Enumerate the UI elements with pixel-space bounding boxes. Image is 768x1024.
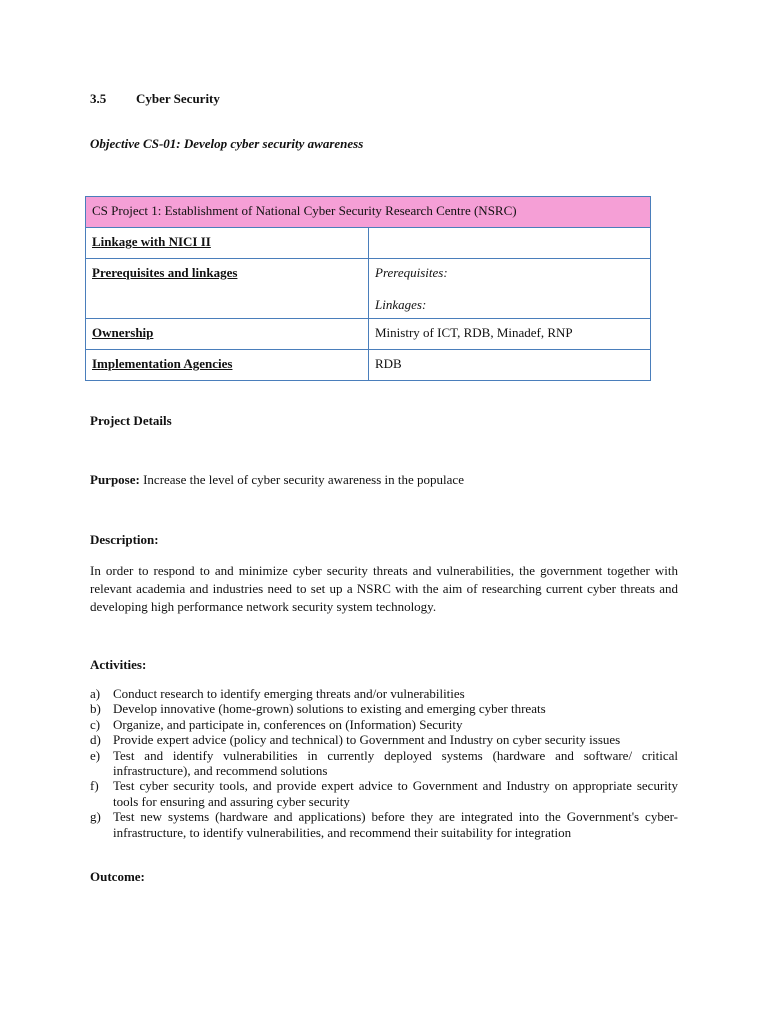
table-label-agencies: Implementation Agencies bbox=[86, 350, 369, 381]
list-marker: d) bbox=[90, 732, 101, 748]
purpose-label: Purpose: bbox=[90, 472, 140, 487]
section-heading bbox=[90, 91, 220, 107]
project-details-heading: Project Details bbox=[90, 413, 172, 428]
list-item bbox=[90, 748, 678, 779]
section-title: Cyber Security bbox=[136, 91, 220, 106]
list-item-text: Test new systems (hardware and applications) before they are integrated into the Government's cyber-infrastructure, to identify vulnerabilities, and recommend their suitability for integration bbox=[113, 809, 678, 840]
list-item-text: Organize, and participate in, conferences on (Information) Security bbox=[113, 716, 463, 732]
description-text: In order to respond to and minimize cyber security threats and vulnerabilities, the government together with relevant academia and industries need to set up a NSRC with the aim of researching current cyber threats and developing high performance network security system technology. bbox=[90, 563, 678, 614]
purpose-text: Increase the level of cyber security awareness in the populace bbox=[139, 472, 464, 487]
table-value-linkage bbox=[369, 228, 651, 259]
list-marker: b) bbox=[90, 701, 101, 717]
linkages-text: Linkages: bbox=[375, 297, 427, 312]
list-item bbox=[90, 809, 678, 840]
list-marker: a) bbox=[90, 686, 101, 701]
activities-list bbox=[90, 686, 678, 840]
section-number: 3.5 bbox=[90, 91, 107, 106]
list-item bbox=[90, 686, 678, 701]
table-value-prerequisites bbox=[369, 259, 651, 319]
list-item bbox=[90, 732, 678, 747]
list-item-text: Test and identify vulnerabilities in currently deployed systems (hardware and software/ critical infrastructure), and recommend solutions bbox=[113, 747, 678, 779]
list-item-text: Develop innovative (home-grown) solutions to existing and emerging cyber threats bbox=[113, 701, 546, 717]
list-item bbox=[90, 701, 678, 716]
table-row bbox=[86, 259, 651, 319]
prerequisites-text: Prerequisites: bbox=[375, 265, 448, 280]
list-marker: g) bbox=[90, 809, 101, 825]
list-item-text: Test cyber security tools, and provide expert advice to Government and Industry on appropriate security tools for ensuring and assuring cyber security bbox=[113, 778, 678, 809]
description-heading: Description: bbox=[90, 532, 159, 547]
project-table bbox=[85, 196, 651, 381]
table-row bbox=[86, 228, 651, 259]
table-row bbox=[86, 319, 651, 350]
table-label-ownership: Ownership bbox=[86, 319, 369, 350]
list-item-text: Provide expert advice (policy and technical) to Government and Industry on cyber security issues bbox=[113, 732, 621, 748]
list-item bbox=[90, 717, 678, 732]
table-label-prerequisites: Prerequisites and linkages bbox=[86, 259, 369, 319]
activities-heading: Activities: bbox=[90, 657, 147, 672]
purpose-paragraph bbox=[90, 472, 464, 488]
objective-heading: Objective CS-01: Develop cyber security awareness bbox=[90, 136, 364, 151]
project-table-title: CS Project 1: Establishment of National Cyber Security Research Centre (NSRC) bbox=[86, 197, 651, 228]
table-label-linkage: Linkage with NICI II bbox=[86, 228, 369, 259]
list-marker: e) bbox=[90, 747, 101, 763]
outcome-heading: Outcome: bbox=[90, 869, 145, 884]
table-row bbox=[86, 350, 651, 381]
list-item-text: Conduct research to identify emerging threats and/or vulnerabilities bbox=[113, 686, 465, 701]
table-value-ownership: Ministry of ICT, RDB, Minadef, RNP bbox=[369, 319, 651, 350]
list-marker: f) bbox=[90, 778, 99, 794]
table-value-agencies: RDB bbox=[369, 350, 651, 381]
list-marker: c) bbox=[90, 716, 101, 732]
list-item bbox=[90, 778, 678, 809]
